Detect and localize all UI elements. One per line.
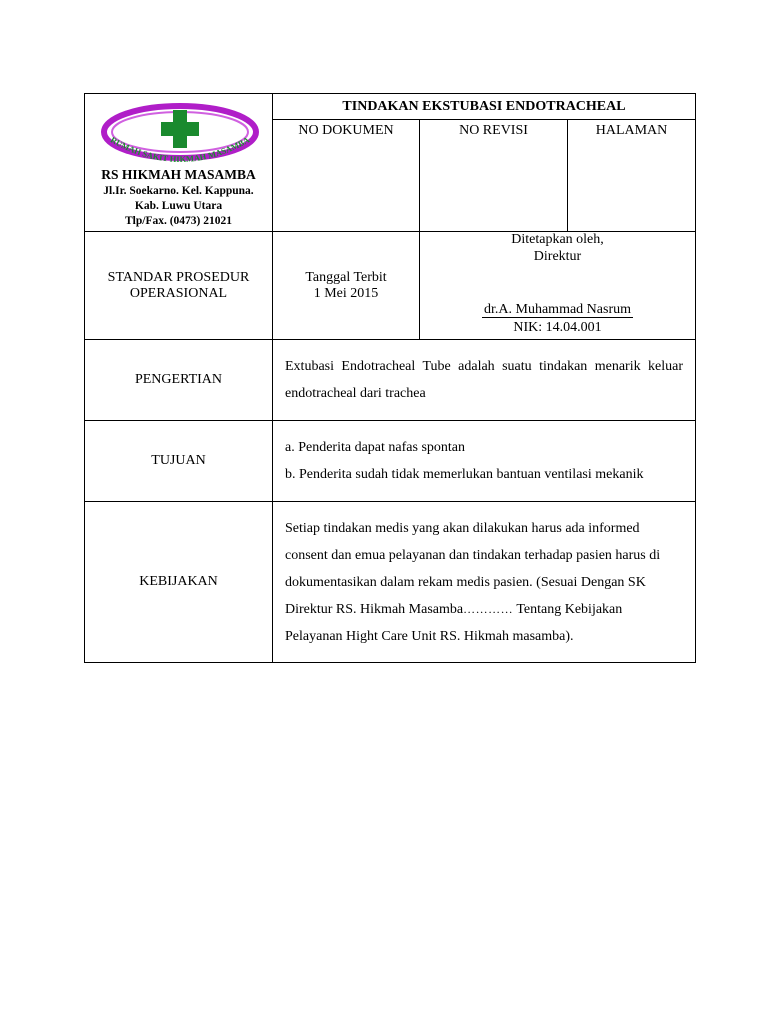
hospital-regency: Kab. Luwu Utara	[134, 200, 223, 212]
halaman-cell	[568, 120, 696, 232]
logo-text: RUMAH SAKIT HIKMAH MASAMBA	[108, 134, 252, 165]
no-revisi-label: NO REVISI	[459, 123, 528, 138]
kebijakan-text-1: Setiap tindakan medis yang akan dilakukan harus ada informed consent dan emua pelayanan dan tindakan terhadap pasien harus di dokumentasikan dalam rekam medis pasien. (Sesuai Dengan SK Direktur RS. Hikmah Masamba	[285, 521, 661, 617]
sop-type-line2: OPERASIONAL	[129, 285, 228, 301]
director-name-text: dr.A. Muhammad Nasrum	[484, 302, 631, 317]
tujuan-item-b: b. Penderita sudah tidak memerlukan bantuan ventilasi mekanik	[285, 467, 644, 482]
kebijakan-cell	[273, 502, 696, 663]
kebijakan-text-2: Tentang Kebijakan Pelayanan Hight Care Unit RS. Hikmah masamba).	[285, 602, 623, 644]
halaman-label: HALAMAN	[595, 123, 668, 138]
kebijakan-label: KEBIJAKAN	[85, 502, 273, 663]
date-cell	[273, 232, 420, 340]
no-dokumen-cell	[273, 120, 420, 232]
tujuan-cell	[273, 421, 696, 502]
hospital-header-cell	[85, 94, 273, 232]
hospital-phone: Tlp/Fax. (0473) 21021	[124, 215, 232, 227]
approval-cell	[420, 232, 696, 340]
sop-type-line1: STANDAR PROSEDUR	[107, 269, 250, 285]
tujuan-label: TUJUAN	[85, 421, 273, 502]
date-label: Tanggal Terbit	[305, 269, 387, 285]
sop-type-cell	[85, 232, 273, 340]
tujuan-item-a: a. Penderita dapat nafas spontan	[285, 440, 465, 455]
date-value: 1 Mei 2015	[313, 285, 379, 301]
sop-title: TINDAKAN EKSTUBASI ENDOTRACHEAL	[273, 94, 696, 120]
director-nik: NIK: 14.04.001	[513, 320, 602, 335]
director-position: Direktur	[533, 249, 582, 264]
pengertian-label: PENGERTIAN	[85, 340, 273, 421]
sop-table	[84, 93, 696, 663]
no-dokumen-label: NO DOKUMEN	[298, 123, 394, 138]
hospital-logo	[95, 100, 265, 172]
kebijakan-dots: …………	[463, 602, 514, 616]
no-revisi-cell	[420, 120, 568, 232]
set-by-label: Ditetapkan oleh,	[511, 232, 604, 247]
pengertian-text: Extubasi Endotracheal Tube adalah suatu tindakan menarik keluar endotracheal dari trachea	[273, 340, 696, 421]
director-name	[420, 302, 695, 318]
hospital-address: Jl.Ir. Soekarno. Kel. Kappuna.	[103, 185, 254, 197]
hospital-name: RS HIKMAH MASAMBA	[101, 167, 256, 182]
